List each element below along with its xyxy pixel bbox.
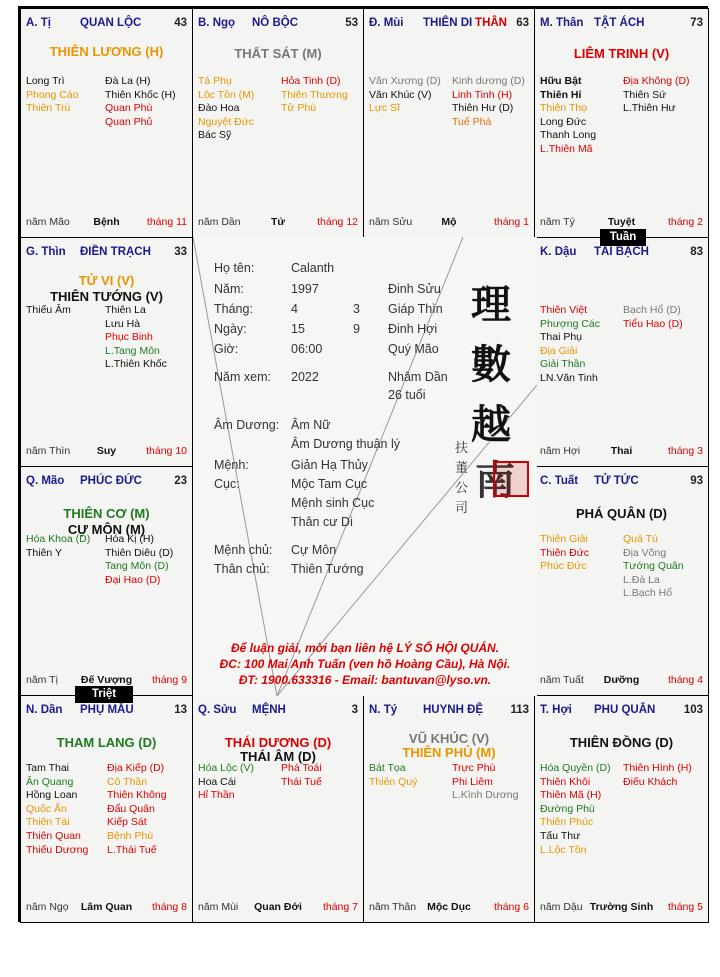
palace-header (540, 246, 703, 262)
info-label: Ngày: (214, 322, 247, 336)
palace-h (534, 466, 709, 696)
footer-year: năm Hợi (540, 445, 581, 457)
footer-stage: Bệnh (93, 216, 120, 228)
palace-footer (26, 216, 187, 229)
calligraphy-char: 數 (471, 341, 511, 388)
palace-footer (369, 216, 529, 229)
major-star: PHÁ QUÂN (D) (576, 506, 667, 521)
info-lunar: 9 (353, 322, 360, 336)
major-star: THIÊN LƯƠNG (H) (49, 44, 164, 59)
minor-stars-right (105, 75, 176, 129)
minor-star: L.Tang Môn (105, 344, 160, 357)
minor-star: Phong Cáo (26, 88, 79, 101)
minor-stars-right (105, 533, 173, 587)
palace-footer (198, 216, 358, 229)
major-star: THÁI ÂM (D) (240, 749, 316, 764)
minor-star: Tiểu Hao (D) (623, 317, 683, 330)
red-seal-stamp (493, 461, 529, 497)
footer-month: tháng 5 (667, 901, 703, 913)
minor-star: Phục Binh (105, 331, 153, 344)
palace-branch: T. Hợi (540, 704, 572, 716)
footer-month: tháng 12 (317, 216, 358, 228)
palace-title: TỬ TỨC (594, 475, 639, 487)
small-char: 司 (455, 501, 469, 516)
palace-e (20, 237, 193, 467)
major-star: CỰ MÔN (M) (67, 522, 146, 537)
palace-title: NÔ BỘC (252, 17, 298, 29)
info-label: Giờ: (214, 342, 239, 356)
minor-star: Văn Khúc (V) (369, 88, 432, 101)
footer-month: tháng 11 (146, 216, 187, 228)
footer-year: năm Tị (26, 674, 58, 686)
palace-footer (540, 901, 703, 914)
minor-star: Hóa Kị (H) (105, 533, 155, 545)
palace-title: QUAN LỘC (80, 17, 142, 29)
palace-branch: A. Tị (26, 17, 51, 29)
minor-stars-left (369, 75, 441, 116)
minor-star: Thai Phụ (540, 331, 583, 344)
info-value: 4 (291, 302, 298, 316)
info-canchi: Giáp Thìn (388, 302, 443, 316)
palace-header (540, 704, 703, 720)
footer-year: năm Mão (26, 216, 70, 228)
minor-star: Thiên La (105, 304, 146, 316)
minor-star: Văn Xương (D) (369, 75, 441, 87)
palace-k (363, 695, 535, 923)
info-canchi: Đinh Sửu (388, 282, 441, 296)
info-value: Giản Hạ Thủy (291, 458, 368, 472)
palace-header (540, 475, 703, 491)
minor-star: Thiên Giải (540, 533, 588, 545)
footer-month: tháng 4 (667, 674, 703, 686)
minor-star: Thiên Khốc (H) (105, 88, 176, 101)
minor-stars-left (540, 75, 596, 157)
minor-star: L.Thiên Mã (540, 142, 593, 155)
info-label: Tháng: (214, 302, 253, 316)
center-info-panel (193, 237, 537, 696)
minor-star: Thiên Đức (540, 546, 590, 559)
palace-age-number: 43 (174, 17, 187, 29)
minor-star: Hoa Cái (198, 775, 236, 788)
horoscope-chart (18, 6, 708, 922)
than-label: THÂN (475, 17, 507, 29)
palace-i (20, 695, 193, 923)
contact-line: ĐC: 100 Mai Anh Tuấn (ven hồ Hoàng Cầu), Hà Nội. (219, 657, 511, 671)
minor-star: Tướng Quân (623, 560, 684, 573)
palace-f (534, 237, 709, 467)
footer-stage: Thai (610, 445, 633, 457)
info-label: Thân chủ: (214, 562, 270, 576)
info-value: Calanth (291, 261, 335, 275)
footer-stage: Tuyệt (607, 216, 636, 228)
palace-branch: N. Dần (26, 704, 63, 716)
palace-footer (540, 445, 703, 458)
major-star: TỬ VI (V) (78, 273, 135, 288)
minor-stars-left (26, 762, 88, 857)
palace-age-number: 23 (174, 475, 187, 487)
palace-d (534, 8, 709, 238)
minor-star: Tả Phụ (198, 75, 232, 87)
footer-month: tháng 1 (493, 216, 529, 228)
major-star: THIÊN ĐỒNG (D) (569, 735, 674, 750)
major-star: THIÊN CƠ (M) (63, 506, 150, 521)
info-value: Cự Môn (291, 543, 337, 557)
palace-age-number: 3 (351, 704, 358, 716)
minor-stars-left (369, 762, 417, 789)
footer-stage: Quan Đới (254, 901, 302, 913)
info-label: Cục: (214, 477, 240, 491)
palace-branch: Đ. Mùi (369, 17, 404, 29)
minor-star: Thiên Hình (H) (623, 762, 692, 774)
minor-star: Linh Tinh (H) (452, 88, 513, 101)
minor-star: Thiên Y (26, 546, 62, 559)
major-star: THIÊN PHỦ (M) (402, 745, 496, 760)
palace-header (26, 475, 187, 491)
small-char: 董 (455, 461, 469, 476)
info-label: Họ tên: (214, 261, 255, 275)
minor-stars-right (623, 762, 692, 789)
info-canchi: Quý Mão (388, 342, 439, 356)
info-label: Mệnh chủ: (214, 543, 273, 557)
palace-title: PHÚC ĐỨC (80, 475, 142, 487)
tuan-marker: Tuần (600, 229, 646, 246)
minor-stars-left (540, 762, 611, 857)
minor-star: Thái Tuế (281, 775, 322, 788)
minor-stars-left (26, 533, 90, 560)
footer-month: tháng 2 (667, 216, 703, 228)
minor-star: Quan Phù (105, 102, 153, 115)
palace-g (20, 466, 193, 696)
palace-branch: M. Thân (540, 17, 584, 29)
footer-month: tháng 8 (151, 901, 187, 913)
footer-stage: Đế Vượng (80, 674, 133, 686)
minor-star: Hỏa Tinh (D) (281, 75, 341, 87)
minor-star: Thiên Khôi (540, 775, 591, 788)
palace-branch: B. Ngọ (198, 17, 236, 29)
palace-footer (198, 901, 358, 914)
info-label: Mệnh: (214, 458, 249, 472)
palace-title: PHỤ MẪU (80, 704, 134, 716)
minor-stars-left (26, 304, 71, 318)
minor-star: Long Trì (26, 75, 65, 87)
footer-stage: Lâm Quan (80, 901, 133, 913)
minor-star: LN.Văn Tinh (540, 371, 598, 384)
palace-title: HUYNH ĐỆ (423, 704, 484, 716)
minor-star: Đẩu Quân (107, 802, 155, 815)
palace-footer (26, 445, 187, 458)
footer-stage: Mộc Dục (427, 901, 471, 913)
age-value: 26 tuổi (388, 388, 426, 402)
minor-star: Địa Giải (540, 344, 578, 357)
info-value: 06:00 (291, 342, 323, 356)
palace-header (26, 246, 187, 262)
palace-title: THIÊN DI (423, 17, 473, 29)
palace-age-number: 63 (516, 17, 529, 29)
info-value: Thiên Tướng (291, 562, 364, 576)
palace-age-number: 73 (690, 17, 703, 29)
minor-star: Hồng Loan (26, 789, 78, 802)
info-value: 1997 (291, 282, 319, 296)
minor-stars-left (198, 75, 254, 143)
palace-footer (540, 216, 703, 229)
palace-footer (540, 674, 703, 687)
minor-star: Địa Kiếp (D) (107, 762, 165, 774)
contact-line: Để luận giải, mời bạn liên hệ LÝ SỐ HỘI QUÁN. (230, 641, 500, 655)
palace-branch: G. Thìn (26, 246, 66, 258)
minor-stars-right (281, 762, 322, 789)
major-star: THẤT SÁT (M) (234, 46, 322, 61)
minor-star: Kinh dương (D) (452, 75, 525, 87)
minor-stars-right (107, 762, 167, 857)
minor-star: Tam Thai (26, 762, 69, 774)
footer-stage: Trường Sinh (589, 901, 654, 913)
palace-age-number: 103 (683, 704, 703, 716)
minor-star: Thiên Sứ (623, 88, 667, 101)
minor-stars-right (623, 533, 684, 601)
minor-stars-left (540, 533, 589, 574)
minor-star: Thiên Trù (26, 102, 71, 115)
footer-year: năm Dậu (540, 901, 583, 913)
major-star: VŨ KHÚC (V) (408, 731, 490, 746)
minor-star: Thiên Thương (281, 88, 348, 101)
palace-c (363, 8, 535, 238)
footer-year: năm Mùi (198, 901, 239, 913)
minor-star: Thiên Diêu (D) (105, 546, 174, 559)
minor-star: Thiên Hư (D) (452, 102, 514, 115)
palace-branch: N. Tý (369, 704, 398, 716)
minor-star: Đại Hao (D) (105, 573, 161, 586)
minor-stars-right (452, 75, 525, 129)
minor-star: Thiên Thọ (540, 102, 588, 115)
info-lunar: 3 (353, 302, 360, 316)
small-char: 公 (455, 481, 469, 496)
minor-star: Lưu Hà (105, 317, 141, 330)
palace-header (198, 704, 358, 720)
minor-star: Tấu Thư (540, 829, 581, 842)
minor-star: Thiên Không (107, 789, 167, 802)
small-char: 扶 (455, 441, 469, 456)
triet-marker: Triệt (75, 686, 133, 703)
minor-star: Thiên Việt (540, 304, 588, 316)
footer-month: tháng 6 (493, 901, 529, 913)
palace-header (198, 17, 358, 33)
minor-star: Quả Tú (623, 533, 658, 545)
minor-stars-left (540, 304, 600, 386)
palace-age-number: 53 (345, 17, 358, 29)
info-value: Âm Dương thuận lý (291, 437, 400, 451)
footer-year: năm Dần (198, 216, 241, 228)
palace-header (540, 17, 703, 33)
footer-stage: Suy (96, 445, 117, 457)
info-value: 15 (291, 322, 305, 336)
palace-b (192, 8, 364, 238)
palace-branch: K. Dậu (540, 246, 577, 258)
minor-stars-left (198, 762, 254, 803)
palace-age-number: 33 (174, 246, 187, 258)
major-star: THIÊN TƯỚNG (V) (50, 289, 163, 304)
minor-star: Thiên Quý (369, 775, 418, 788)
minor-star: Giải Thần (540, 358, 586, 371)
minor-star: Thiên Phúc (540, 816, 594, 829)
minor-star: Lực Sĩ (369, 102, 400, 115)
palace-j (192, 695, 364, 923)
footer-stage: Tử (270, 216, 286, 228)
minor-star: Thiếu Âm (26, 304, 71, 316)
minor-star: Long Đức (540, 115, 587, 128)
info-label: Âm Dương: (214, 418, 280, 432)
minor-star: Điếu Khách (623, 775, 678, 788)
minor-star: Phượng Các (540, 317, 601, 330)
footer-year: năm Tý (540, 216, 575, 228)
palace-footer (26, 901, 187, 914)
minor-stars-right (281, 75, 348, 116)
palace-title: PHU QUÂN (594, 704, 656, 716)
minor-star: Đào Hoa (198, 102, 240, 115)
palace-age-number: 13 (174, 704, 187, 716)
info-value: Âm Nữ (291, 418, 331, 432)
minor-stars-right (452, 762, 518, 803)
info-value: Mệnh sinh Cục (291, 496, 375, 510)
minor-star: L.Bạch Hổ (623, 587, 673, 600)
minor-star: Phá Toái (281, 762, 322, 774)
minor-star: Địa Không (D) (623, 75, 690, 87)
palace-header (26, 17, 187, 33)
major-star: LIÊM TRINH (V) (573, 46, 670, 61)
minor-star: Hữu Bật (540, 75, 582, 87)
palace-age-number: 113 (510, 704, 529, 716)
footer-month: tháng 10 (146, 445, 187, 457)
info-value: Mộc Tam Cục (291, 477, 368, 491)
palace-branch: C. Tuất (540, 475, 579, 487)
info-label: Năm xem: (214, 370, 271, 384)
minor-stars-right (623, 75, 690, 116)
minor-star: Kiếp Sát (107, 816, 147, 829)
minor-star: Hóa Khoa (D) (26, 533, 91, 545)
minor-star: Bạch Hổ (D) (623, 304, 681, 316)
minor-star: Tử Phù (281, 102, 317, 115)
minor-star: L.Thái Tuế (107, 843, 157, 856)
palace-branch: Q. Mão (26, 475, 65, 487)
minor-star: Quốc Ấn (26, 802, 67, 815)
minor-star: Bác Sỹ (198, 129, 232, 142)
minor-star: Đường Phù (540, 802, 595, 815)
palace-title: TẬT ÁCH (594, 17, 645, 29)
minor-star: Bát Tọa (369, 762, 406, 774)
minor-star: Hóa Quyền (D) (540, 762, 611, 774)
minor-star: Cô Thần (107, 775, 148, 788)
palace-age-number: 93 (690, 475, 703, 487)
minor-star: Bệnh Phù (107, 829, 154, 842)
major-star: THAM LANG (D) (56, 735, 157, 750)
palace-a (20, 8, 193, 238)
palace-branch: Q. Sửu (198, 704, 237, 716)
palace-age-number: 83 (690, 246, 703, 258)
minor-stars-right (623, 304, 683, 331)
minor-star: Thiên Mã (H) (540, 789, 602, 802)
minor-star: Địa Võng (623, 546, 667, 559)
calligraphy-char: 南 (475, 457, 515, 504)
footer-year: năm Tuất (540, 674, 584, 686)
calligraphy-char: 理 (471, 281, 511, 328)
info-label: Năm: (214, 282, 244, 296)
minor-star: Hỉ Thần (198, 789, 235, 802)
calligraphy-char: 越 (471, 401, 511, 448)
minor-star: Tuế Phá (452, 115, 492, 128)
palace-footer (369, 901, 529, 914)
minor-star: L.Lộc Tồn (540, 843, 587, 856)
footer-stage: Dưỡng (603, 674, 640, 686)
contact-line: ĐT: 1900.633316 - Email: bantuvan@lyso.vn. (238, 673, 492, 687)
minor-star: Thanh Long (540, 129, 597, 142)
palace-title: ĐIỀN TRẠCH (80, 246, 151, 258)
footer-month: tháng 3 (667, 445, 703, 457)
footer-year: năm Thân (369, 901, 417, 913)
minor-star: Phi Liêm (452, 775, 493, 788)
minor-star: Quan Phủ (105, 115, 153, 128)
palace-header (369, 17, 529, 33)
minor-star: Thiên Tài (26, 816, 70, 829)
palace-title: MỆNH (252, 704, 286, 716)
minor-star: Thiên Quan (26, 829, 81, 842)
footer-month: tháng 7 (322, 901, 358, 913)
minor-star: L.Đà La (623, 573, 660, 586)
minor-star: L.Thiên Khốc (105, 358, 167, 371)
footer-month: tháng 9 (151, 674, 187, 686)
info-value: Thân cư Di (291, 515, 353, 529)
footer-year: năm Sửu (369, 216, 413, 228)
minor-star: Ân Quang (26, 775, 74, 788)
minor-star: Lộc Tồn (M) (198, 88, 255, 101)
palace-l (534, 695, 709, 923)
minor-star: Thiên Hỉ (540, 88, 582, 101)
minor-stars-right (105, 304, 167, 372)
minor-star: Phúc Đức (540, 560, 587, 573)
minor-star: Thiếu Dương (26, 843, 89, 856)
footer-year: năm Ngọ (26, 901, 69, 913)
info-canchi: Đinh Hợi (388, 322, 438, 336)
minor-star: Trực Phù (452, 762, 496, 774)
minor-star: Đà La (H) (105, 75, 151, 87)
info-canchi: Nhâm Dần (388, 370, 448, 384)
minor-star: Hóa Lộc (V) (198, 762, 255, 774)
palace-header (26, 704, 187, 720)
minor-star: Tang Môn (D) (105, 560, 169, 573)
minor-star: L.Thiên Hư (623, 102, 676, 115)
major-star: THÁI DƯƠNG (D) (224, 735, 332, 750)
footer-stage: Mộ (441, 216, 457, 228)
palace-header (369, 704, 529, 720)
minor-star: Nguyệt Đức (198, 115, 255, 128)
minor-stars-left (26, 75, 79, 116)
palace-title: TÀI BẠCH (594, 246, 649, 258)
info-value: 2022 (291, 370, 319, 384)
minor-star: L.Kình Dương (452, 789, 519, 802)
footer-year: năm Thìn (26, 445, 71, 457)
